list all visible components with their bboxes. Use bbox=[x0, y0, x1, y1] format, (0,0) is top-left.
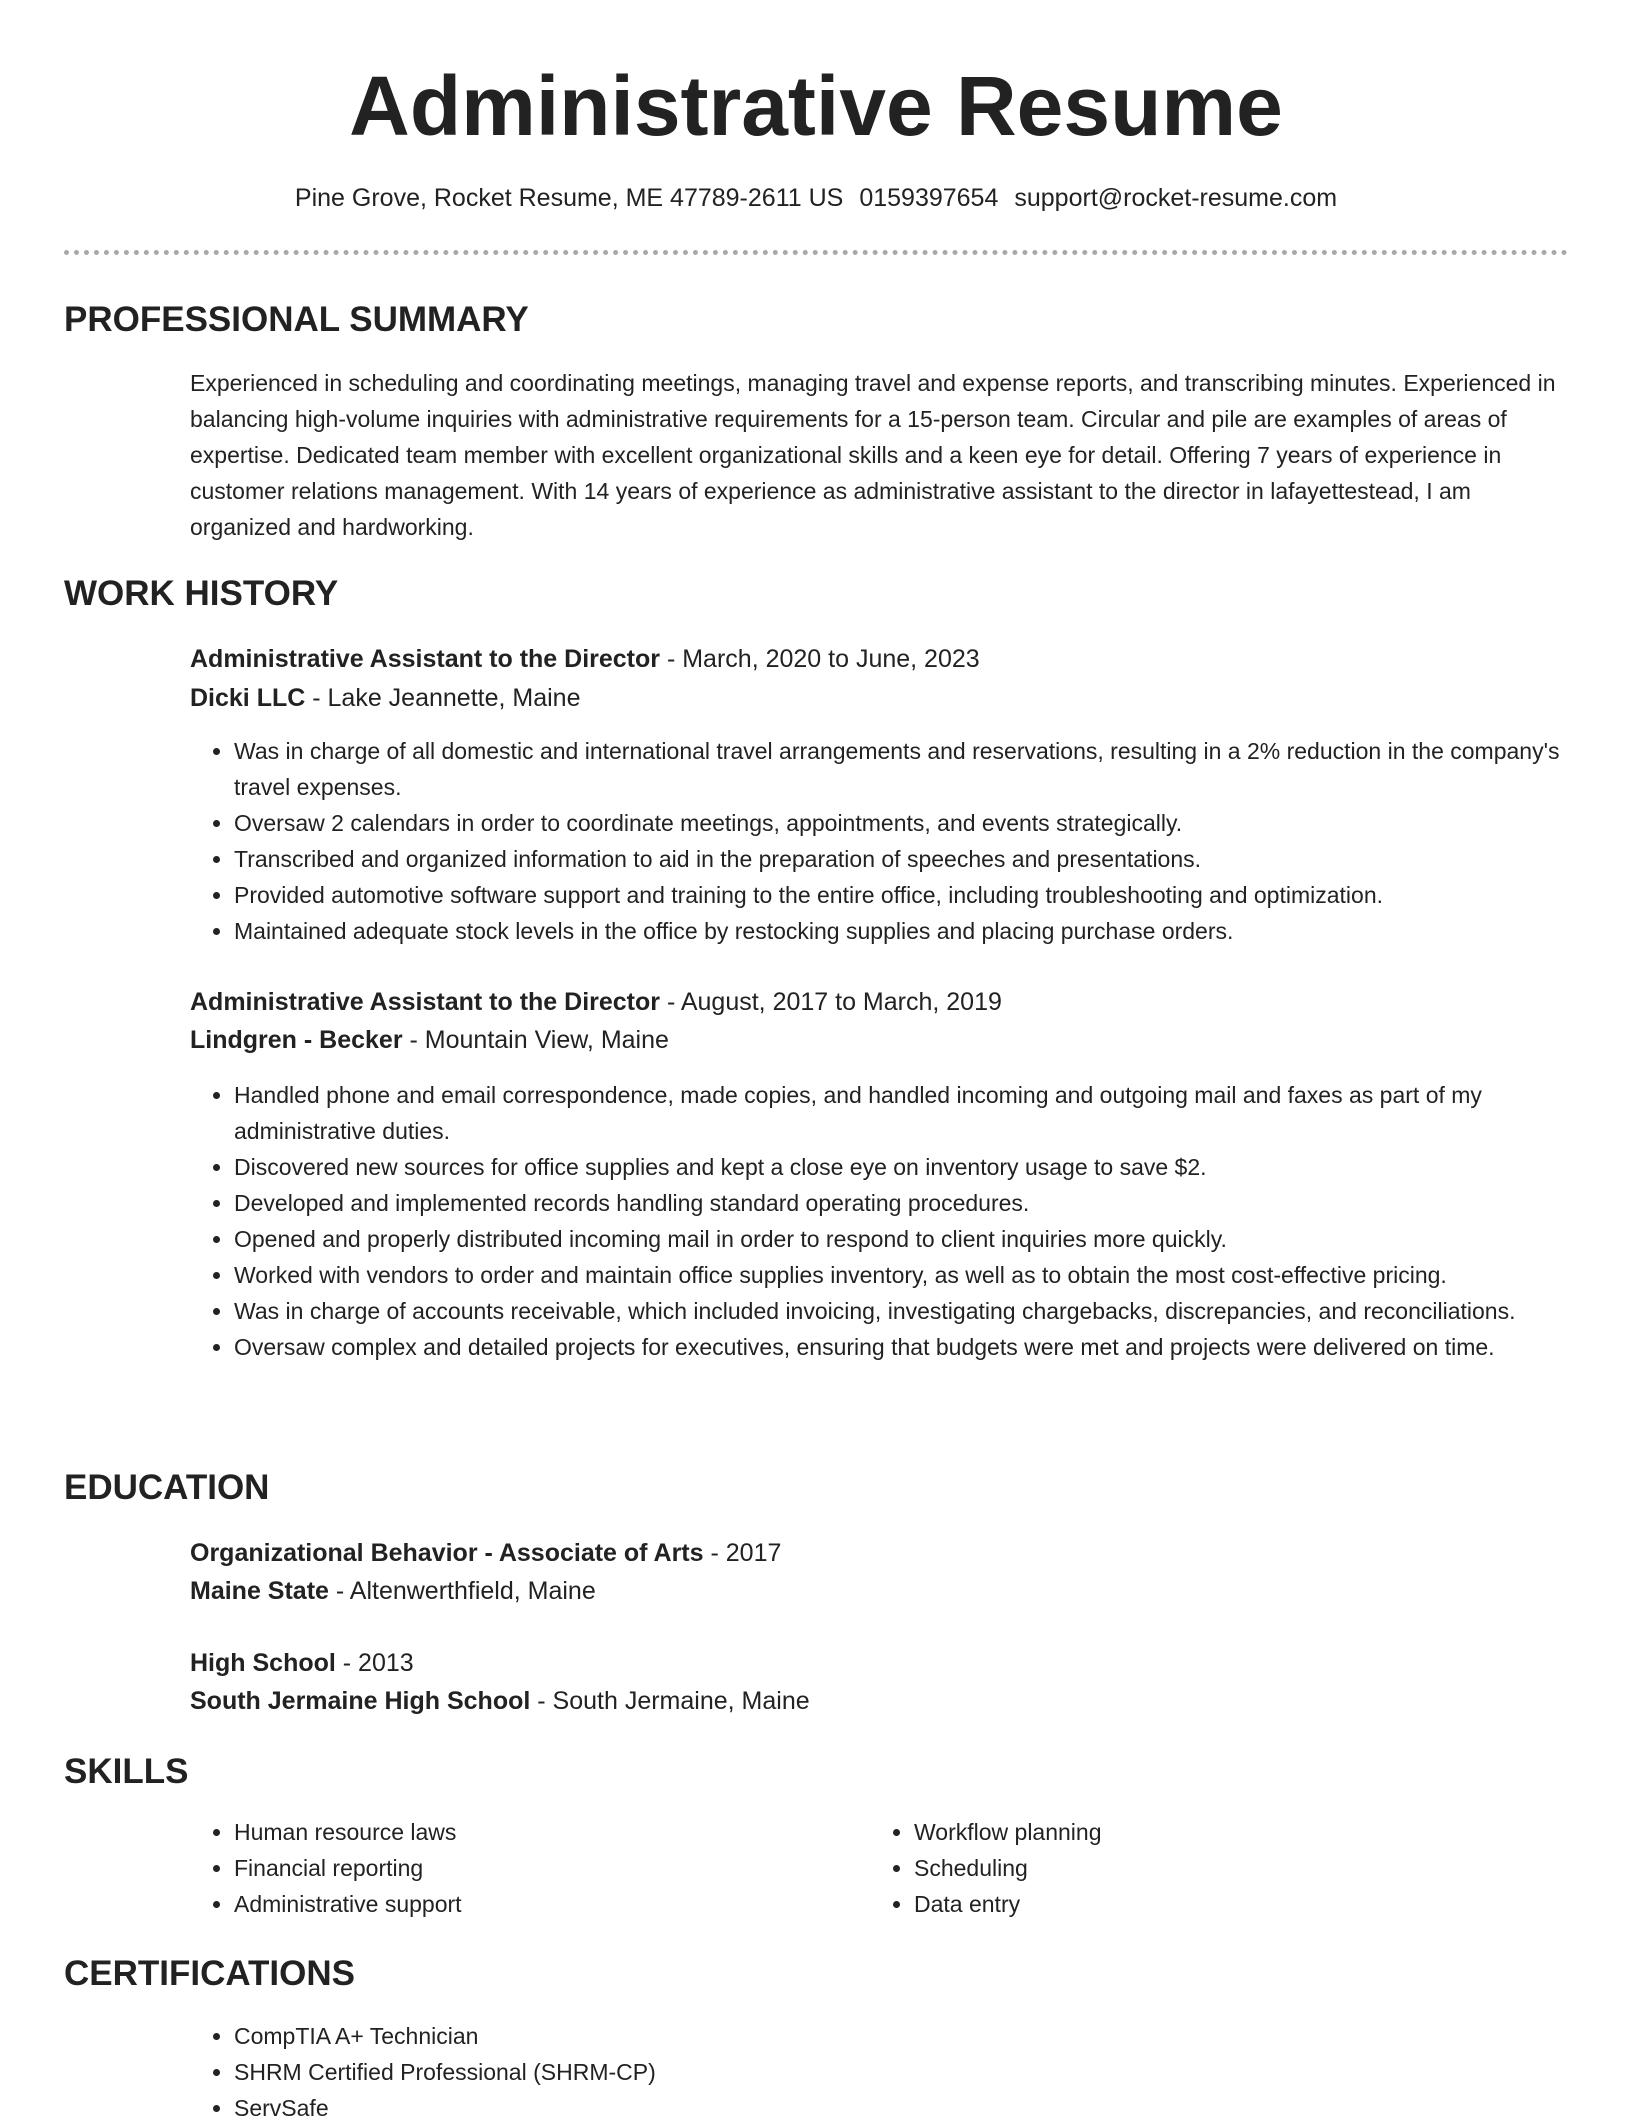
list-item: • Provided automotive software support and training to the entire office, including troubleshooting and optimization. bbox=[234, 877, 1612, 913]
summary-text: Experienced in scheduling and coordinating meetings, managing travel and expense reports, and transcribing minutes. Experienced in balancing high-volume inquiries with administrative requirements for a 15-person team. Circular and pile are examples of areas of expertise. Dedicated team member with excellent organizational skills and a keen eye for detail. Offering 7 years of experience in customer relations management. With 14 years of experience as administrative assistant to the director in lafayettestead, I am organized and hardworking. bbox=[190, 370, 1556, 540]
education-1-location: - Altenwerthfield, Maine bbox=[328, 1577, 596, 1605]
education-1-degree: Organizational Behavior - Associate of Arts bbox=[190, 1539, 704, 1567]
list-item: • Was in charge of all domestic and international travel arrangements and reservations, resulting in a 2% reduction in the company's travel expenses. bbox=[234, 733, 1612, 805]
list-item: • Was in charge of accounts receivable, which included invoicing, investigating chargebacks, discrepancies, and reconciliations. bbox=[234, 1293, 1612, 1329]
contact-address: Pine Grove, Rocket Resume, ME 47789-2611 US bbox=[294, 184, 844, 212]
work-history-heading: WORK HISTORY bbox=[64, 574, 339, 613]
certifications-list bbox=[190, 2018, 1612, 2126]
list-item: • Developed and implemented records handling standard operating procedures. bbox=[234, 1185, 1612, 1221]
list-item: • Administrative support bbox=[234, 1886, 864, 1922]
list-item: • Handled phone and email correspondence, made copies, and handled incoming and outgoing mail and faxes as part of my administrative duties. bbox=[234, 1077, 1612, 1149]
list-item: • ServSafe bbox=[234, 2090, 1612, 2126]
job-2-company: Lindgren - Becker bbox=[190, 1026, 403, 1054]
education-1-year: - 2017 bbox=[703, 1539, 782, 1567]
education-1-degree-line bbox=[190, 1535, 781, 1571]
list-item: • Oversaw complex and detailed projects for executives, ensuring that budgets were met and projects were delivered on time. bbox=[234, 1329, 1612, 1365]
contact-phone: 0159397654 bbox=[859, 184, 999, 212]
job-1-dates: - March, 2020 to June, 2023 bbox=[660, 645, 980, 673]
resume-title: Administrative Resume bbox=[349, 59, 1283, 153]
list-item: • Human resource laws bbox=[234, 1814, 864, 1850]
certifications-heading: CERTIFICATIONS bbox=[64, 1954, 356, 1993]
job-2-title: Administrative Assistant to the Director bbox=[190, 988, 661, 1016]
list-item: • Data entry bbox=[914, 1886, 1564, 1922]
list-item: • SHRM Certified Professional (SHRM-CP) bbox=[234, 2054, 1612, 2090]
list-item: • Transcribed and organized information to aid in the preparation of speeches and presentations. bbox=[234, 841, 1612, 877]
list-item: • CompTIA A+ Technician bbox=[234, 2018, 1612, 2054]
education-2-school: South Jermaine High School bbox=[190, 1687, 531, 1715]
summary-heading: PROFESSIONAL SUMMARY bbox=[64, 300, 529, 339]
contact-line bbox=[64, 180, 1568, 216]
job-1-bullets bbox=[190, 733, 1612, 949]
job-2-company-line bbox=[190, 1022, 669, 1058]
list-item: • Discovered new sources for office supplies and kept a close eye on inventory usage to save $2. bbox=[234, 1149, 1612, 1185]
job-2-dates: - August, 2017 to March, 2019 bbox=[660, 988, 1002, 1016]
list-item: • Maintained adequate stock levels in the office by restocking supplies and placing purchase orders. bbox=[234, 913, 1612, 949]
education-2-degree-line bbox=[190, 1645, 414, 1681]
skills-list-left bbox=[190, 1814, 864, 1922]
job-1-title-line bbox=[190, 641, 980, 677]
education-1-school: Maine State bbox=[190, 1577, 329, 1605]
list-item: • Opened and properly distributed incoming mail in order to respond to client inquiries more quickly. bbox=[234, 1221, 1612, 1257]
education-2-year: - 2013 bbox=[335, 1649, 414, 1677]
job-2-title-line bbox=[190, 984, 1002, 1020]
list-item: • Workflow planning bbox=[914, 1814, 1564, 1850]
skills-list-right bbox=[870, 1814, 1564, 1922]
header-divider bbox=[64, 250, 1568, 255]
job-2-bullets bbox=[190, 1077, 1612, 1365]
education-1-school-line bbox=[190, 1573, 596, 1609]
job-1-company-line bbox=[190, 680, 580, 716]
education-2-degree: High School bbox=[190, 1649, 336, 1677]
list-item: • Financial reporting bbox=[234, 1850, 864, 1886]
education-heading: EDUCATION bbox=[64, 1468, 270, 1507]
education-2-location: - South Jermaine, Maine bbox=[530, 1687, 810, 1715]
job-1-title: Administrative Assistant to the Director bbox=[190, 645, 661, 673]
job-1-location: - Lake Jeannette, Maine bbox=[305, 684, 581, 712]
education-2-school-line bbox=[190, 1683, 810, 1719]
job-1-company: Dicki LLC bbox=[190, 684, 306, 712]
list-item: • Oversaw 2 calendars in order to coordinate meetings, appointments, and events strategically. bbox=[234, 805, 1612, 841]
list-item: • Worked with vendors to order and maintain office supplies inventory, as well as to obtain the most cost-effective pricing. bbox=[234, 1257, 1612, 1293]
skills-heading: SKILLS bbox=[64, 1752, 189, 1791]
job-2-location: - Mountain View, Maine bbox=[402, 1026, 669, 1054]
list-item: • Scheduling bbox=[914, 1850, 1564, 1886]
contact-email: support@rocket-resume.com bbox=[1014, 184, 1338, 212]
